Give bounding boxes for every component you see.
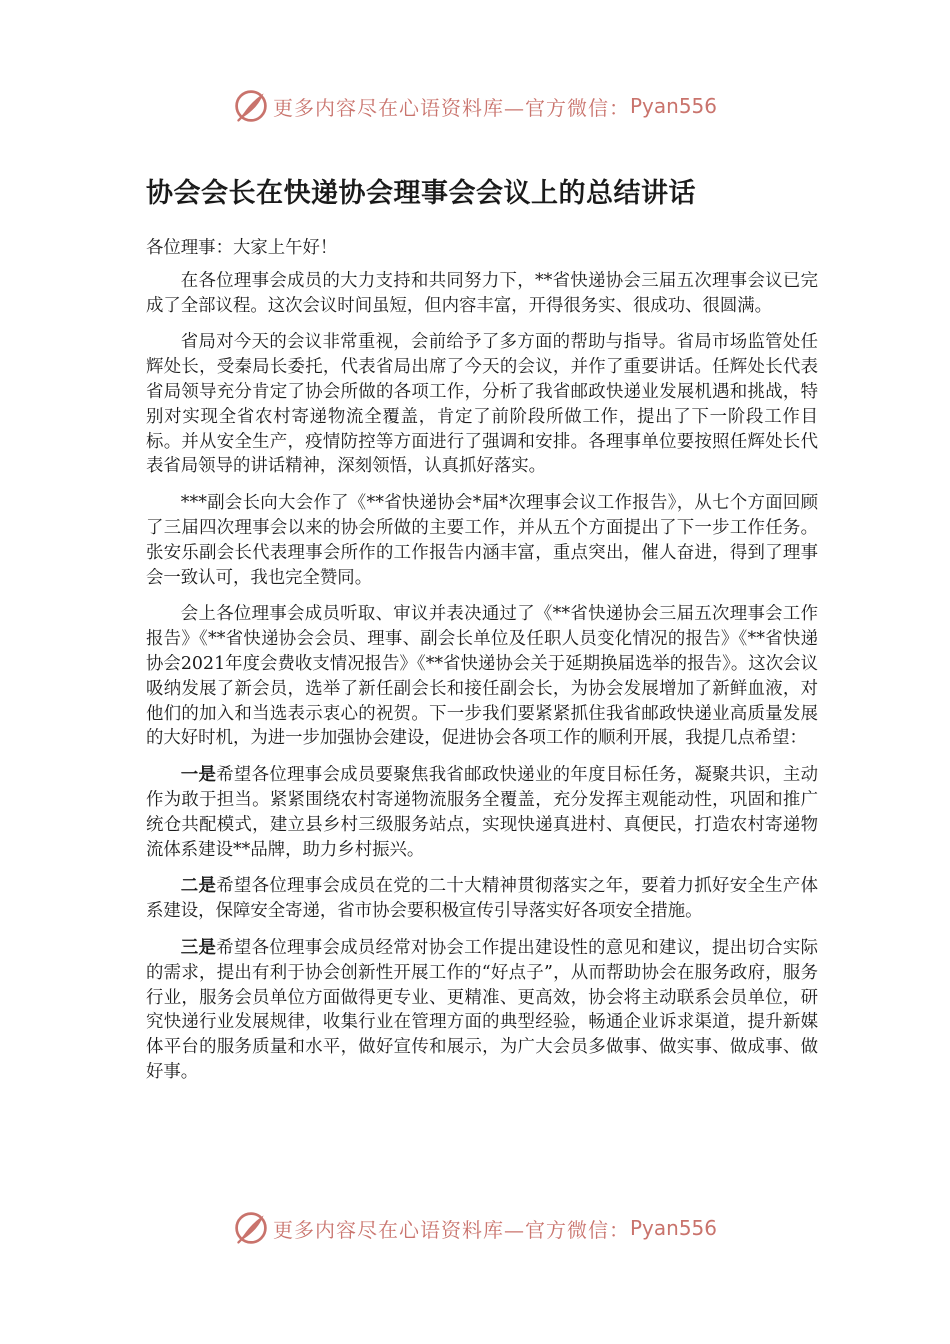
paragraph-1: 在各位理事会成员的大力支持和共同努力下，**省快递协会三届五次理事会议已完成了全部议程。这次会议时间虽短，但内容丰富，开得很务实、很成功、很圆满。 — [146, 270, 818, 316]
point-1-lead: 一是 — [180, 765, 217, 786]
point-2-text: 希望各位理事会成员在党的二十大精神贯彻落实之年，要着力抓好安全生产体系建设，保障安全寄递，省市协会要积极宣传引导落实好各项安全措施。 — [146, 876, 818, 922]
document-body — [146, 172, 818, 1097]
banner-text: 更多内容尽在心语资料库—官方微信： — [272, 1217, 630, 1242]
greeting: 各位理事：大家上午好！ — [146, 238, 338, 258]
banner-wechat-id: Pyan556 — [629, 94, 717, 118]
point-1 — [146, 763, 818, 862]
paragraph-4: 会上各位理事会成员听取、审议并表决通过了《**省快递协会三届五次理事会工作报告》《**省快递协会会员、理事、副会长单位及任职人员变化情况的报告》《**省快递协会2021年度会费收支情况报告》《**省快递协会关于延期换届选举的报告》。这次会议吸纳发展了新会员，选举了新任副会长和接任副会长，为协会发展增加了新鲜血液，对他们的加入和当选表示衷心的祝贺。下一步我们要紧紧抓住我省邮政快递业高质量发展的大好时机，为进一步加强协会建设，促进协会各项工作的顺利开展，我提几点希望： — [146, 604, 818, 749]
banner-wechat-id: Pyan556 — [629, 1216, 717, 1240]
point-2-lead: 二是 — [180, 876, 217, 897]
feather-pen-logo-icon — [233, 1210, 269, 1246]
point-1-text: 希望各位理事会成员要聚焦我省邮政快递业的年度目标任务，凝聚共识，主动作为敢于担当。紧紧围绕农村寄递物流服务全覆盖，充分发挥主观能动性，巩固和推广统仓共配模式，建立县乡村三级服务站点，实现快递真进村、真便民，打造农村寄递物流体系建设**品牌，助力乡村振兴。 — [146, 765, 818, 860]
point-2 — [146, 874, 818, 924]
document-title: 协会会长在快递协会理事会会议上的总结讲话 — [146, 178, 696, 209]
banner-text: 更多内容尽在心语资料库—官方微信： — [272, 95, 630, 120]
footer-banner — [0, 1208, 950, 1248]
paragraph-2: 省局对今天的会议非常重视，会前给予了多方面的帮助与指导。省局市场监管处任辉处长，受秦局长委托，代表省局出席了今天的会议，并作了重要讲话。任辉处长代表省局领导充分肯定了协会所做的各项工作，分析了我省邮政快递业发展机遇和挑战，特别对实现全省农村寄递物流全覆盖，肯定了前阶段所做工作，提出了下一阶段工作目标。并从安全生产，疫情防控等方面进行了强调和安排。各理事单位要按照任辉处长代表省局领导的讲话精神，深刻领悟，认真抓好落实。 — [146, 332, 818, 477]
header-banner — [0, 86, 950, 126]
point-3-lead: 三是 — [180, 937, 217, 958]
paragraph-3: ***副会长向大会作了《**省快递协会*届*次理事会议工作报告》，从七个方面回顾了三届四次理事会以来的协会所做的主要工作，并从五个方面提出了下一步工作任务。张安乐副会长代表理事会所作的工作报告内涵丰富，重点突出，催人奋进，得到了理事会一致认可，我也完全赞同。 — [146, 493, 818, 588]
point-3 — [146, 936, 818, 1085]
feather-pen-logo-icon — [233, 88, 269, 124]
point-3-text: 希望各位理事会成员经常对协会工作提出建设性的意见和建议，提出切合实际的需求，提出有利于协会创新性开展工作的“好点子”，从而帮助协会在服务政府，服务行业，服务会员单位方面做得更专业、更精准、更高效，协会将主动联系会员单位，研究快递行业发展规律，收集行业在管理方面的典型经验，畅通企业诉求渠道，提升新媒体平台的服务质量和水平，做好宣传和展示，为广大会员多做事、做实事、做成事、做好事。 — [146, 937, 818, 1082]
